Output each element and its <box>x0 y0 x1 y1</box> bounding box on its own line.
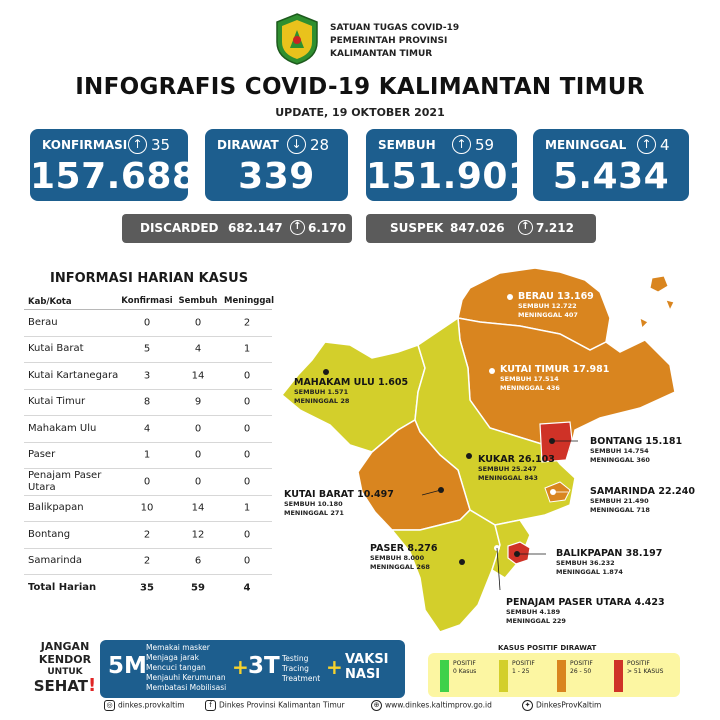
slogan-line: JANGAN <box>40 640 90 653</box>
arrow-up-icon: ↑ <box>128 135 147 154</box>
region-meninggal: MENINGGAL 407 <box>518 311 578 319</box>
row-sembuh: 0 <box>194 476 202 488</box>
arrow-down-icon: ↓ <box>287 135 306 154</box>
social-text: www.dinkes.kaltimprov.go.id <box>385 700 492 710</box>
vaksin-line: NASI <box>345 667 381 682</box>
label-samarinda <box>590 486 695 515</box>
label-balikpapan <box>556 548 662 577</box>
social-text: DinkesProvKaltim <box>536 700 602 710</box>
row-meninggal: 0 <box>243 370 251 382</box>
row-sembuh: 0 <box>194 423 202 435</box>
secondary-delta: 6.170 <box>308 221 346 235</box>
three-t-item: Tracing <box>282 664 309 673</box>
row-meninggal: 0 <box>243 396 251 408</box>
secondary-value: 682.147 <box>228 221 283 235</box>
region-sembuh: SEMBUH 10.180 <box>284 500 343 508</box>
vaksinasi-label <box>345 652 389 682</box>
region-sembuh: SEMBUH 14.754 <box>590 447 649 455</box>
facebook-icon: f <box>205 700 216 711</box>
row-meninggal: 0 <box>243 529 251 541</box>
row-sembuh: 0 <box>194 449 202 461</box>
twitter-icon: ✦ <box>522 700 533 711</box>
legend-label: POSITIF <box>570 660 593 667</box>
stat-delta: 4 <box>660 136 670 154</box>
three-t-item: Testing <box>282 654 309 663</box>
region-sembuh: SEMBUH 25.247 <box>478 465 537 473</box>
social-text: dinkes.provkaltim <box>118 700 185 710</box>
secondary-label: SUSPEK <box>390 221 444 235</box>
legend-range: 1 - 25 <box>512 668 530 675</box>
region-meninggal: MENINGGAL 436 <box>500 384 560 392</box>
row-sembuh: 0 <box>194 317 202 329</box>
row-sembuh: 14 <box>191 370 205 382</box>
region-sembuh: SEMBUH 36.232 <box>556 559 615 567</box>
row-meninggal: 0 <box>243 555 251 567</box>
stat-label: SEMBUH <box>378 138 436 152</box>
marker-dot <box>507 294 513 300</box>
legend-item-yellow <box>499 660 535 676</box>
region-title: PASER 8.276 <box>370 543 438 554</box>
legend-item-red <box>614 660 663 676</box>
row-region-name: Total Harian <box>28 582 97 594</box>
prevention-banner <box>100 640 405 698</box>
region-title: KUTAI BARAT 10.497 <box>284 489 394 500</box>
row-region-name: Paser <box>28 449 56 461</box>
page-title: INFOGRAFIS COVID-19 KALIMANTAN TIMUR <box>75 74 645 100</box>
row-konfirmasi: 0 <box>143 317 151 329</box>
stat-label: KONFIRMASI <box>42 138 128 152</box>
region-meninggal: MENINGGAL 268 <box>370 563 430 571</box>
stat-delta: 28 <box>310 136 330 154</box>
jangan-kendor-slogan <box>30 640 100 696</box>
legend-swatch <box>557 660 566 692</box>
label-kutai-timur <box>500 364 609 393</box>
legend-swatch <box>614 660 623 692</box>
instagram-icon: ◎ <box>104 700 115 711</box>
row-region-name: Penajam Paser Utara <box>28 469 102 493</box>
five-m-item: Membatasi Mobilisasi <box>146 683 227 692</box>
region-meninggal: MENINGGAL 843 <box>478 474 538 482</box>
row-sembuh: 59 <box>191 582 205 594</box>
row-konfirmasi: 1 <box>143 449 151 461</box>
region-title: PENAJAM PASER UTARA 4.423 <box>506 597 665 608</box>
five-m-item: Menjauhi Kerumunan <box>146 673 226 682</box>
row-konfirmasi: 2 <box>143 555 151 567</box>
label-bontang <box>590 436 682 465</box>
row-sembuh: 9 <box>194 396 202 408</box>
row-konfirmasi: 0 <box>143 476 151 488</box>
legend-label: POSITIF <box>453 660 476 667</box>
plus-icon: + <box>232 655 249 679</box>
web-icon: ⊕ <box>371 700 382 711</box>
row-konfirmasi: 4 <box>143 423 151 435</box>
social-twitter[interactable] <box>522 700 601 711</box>
label-berau <box>518 291 594 320</box>
region-meninggal: MENINGGAL 28 <box>294 397 350 405</box>
stat-value: 5.434 <box>552 156 670 197</box>
row-konfirmasi: 10 <box>140 502 154 514</box>
five-m-item: Memakai masker <box>146 643 210 652</box>
table-title: INFORMASI HARIAN KASUS <box>50 271 249 286</box>
row-konfirmasi: 35 <box>140 582 154 594</box>
marker-dot <box>489 368 495 374</box>
row-sembuh: 4 <box>194 343 202 355</box>
stat-value: 151.901 <box>366 156 534 197</box>
slogan-line: UNTUK <box>47 667 83 677</box>
label-ppu <box>506 597 665 626</box>
five-m-item: Menjaga jarak <box>146 653 199 662</box>
legend-swatch <box>499 660 508 692</box>
marker-dot <box>459 559 465 565</box>
vaksin-line: VAKSI <box>345 652 389 667</box>
row-meninggal: 0 <box>243 476 251 488</box>
stat-delta: 59 <box>475 136 495 154</box>
slogan-line: SEHAT <box>33 677 89 695</box>
region-meninggal: MENINGGAL 1.874 <box>556 568 623 576</box>
legend-range: 0 Kasus <box>453 668 477 675</box>
region-title: SAMARINDA 22.240 <box>590 486 696 497</box>
label-mahakam-ulu <box>294 377 408 406</box>
row-konfirmasi: 5 <box>143 343 151 355</box>
column-header: Sembuh <box>178 296 218 306</box>
secondary-delta: 7.212 <box>536 221 574 235</box>
social-facebook[interactable] <box>205 700 345 711</box>
social-text: Dinkes Provinsi Kalimantan Timur <box>219 700 345 710</box>
row-region-name: Mahakam Ulu <box>28 422 97 434</box>
org-line-3: KALIMANTAN TIMUR <box>330 49 433 59</box>
row-sembuh: 12 <box>191 529 205 541</box>
stat-label: MENINGGAL <box>545 138 627 152</box>
column-header: Kab/Kota <box>28 297 72 307</box>
region-sembuh: SEMBUH 12.722 <box>518 302 577 310</box>
legend-range: > 51 KASUS <box>627 668 664 675</box>
label-paser <box>370 543 437 572</box>
plus-icon: + <box>326 655 343 679</box>
legend-item-orange <box>557 660 593 676</box>
row-region-name: Kutai Kartanegara <box>28 369 119 381</box>
stat-value: 157.688 <box>30 156 198 197</box>
region-meninggal: MENINGGAL 718 <box>590 506 650 514</box>
row-meninggal: 0 <box>243 449 251 461</box>
row-region-name: Kutai Barat <box>28 343 84 355</box>
stat-value: 339 <box>238 156 315 197</box>
five-m-list <box>146 643 226 693</box>
stat-label: DIRAWAT <box>217 138 279 152</box>
exclamation-icon: ! <box>88 675 97 696</box>
legend-range: 26 - 50 <box>570 668 592 675</box>
row-konfirmasi: 2 <box>143 529 151 541</box>
row-meninggal: 2 <box>243 317 251 329</box>
label-kukar <box>478 454 555 483</box>
three-t-label: 3T <box>248 653 280 679</box>
update-date: UPDATE, 19 OKTOBER 2021 <box>275 106 445 119</box>
column-header: Konfirmasi <box>121 296 173 306</box>
slogan-line: KENDOR <box>38 653 92 666</box>
region-sembuh: SEMBUH 1.571 <box>294 388 349 396</box>
row-konfirmasi: 8 <box>143 396 151 408</box>
secondary-label: DISCARDED <box>140 221 219 235</box>
social-web[interactable] <box>371 700 492 711</box>
three-t-item: Treatment <box>282 674 321 683</box>
three-t-list <box>282 654 320 684</box>
region-island <box>650 276 668 292</box>
legend-label: POSITIF <box>627 660 650 667</box>
org-line-1: SATUAN TUGAS COVID-19 <box>330 23 460 33</box>
row-region-name: Kutai Timur <box>28 396 86 408</box>
region-island <box>640 318 648 328</box>
column-header: Meninggal <box>224 296 275 306</box>
region-meninggal: MENINGGAL 360 <box>590 456 650 464</box>
row-region-name: Samarinda <box>28 555 83 567</box>
region-sembuh: SEMBUH 21.490 <box>590 497 649 505</box>
row-meninggal: 1 <box>243 502 251 514</box>
region-sembuh: SEMBUH 17.514 <box>500 375 559 383</box>
row-region-name: Balikpapan <box>28 502 84 514</box>
legend-item-green <box>440 660 476 676</box>
region-title: KUTAI TIMUR 17.981 <box>500 364 610 375</box>
marker-dot <box>323 369 329 375</box>
secondary-value: 847.026 <box>450 221 505 235</box>
org-line-2: PEMERINTAH PROVINSI <box>330 36 448 46</box>
region-title: BERAU 13.169 <box>518 291 594 302</box>
region-island <box>666 300 674 310</box>
legend-label: POSITIF <box>512 660 535 667</box>
region-sembuh: SEMBUH 4.189 <box>506 608 561 616</box>
region-sembuh: SEMBUH 8.000 <box>370 554 425 562</box>
region-meninggal: MENINGGAL 271 <box>284 509 344 517</box>
arrow-up-icon: ↑ <box>637 135 656 154</box>
row-sembuh: 14 <box>191 502 205 514</box>
arrow-up-icon: ↑ <box>290 220 305 235</box>
label-kutai-barat <box>284 489 394 518</box>
legend-swatch <box>440 660 449 692</box>
row-region-name: Berau <box>28 316 58 328</box>
row-konfirmasi: 3 <box>143 370 151 382</box>
legend-title: KASUS POSITIF DIRAWAT <box>498 644 597 652</box>
region-title: BONTANG 15.181 <box>590 436 683 447</box>
stat-delta: 35 <box>151 136 171 154</box>
slogan-sehat <box>30 675 100 696</box>
region-title: KUKAR 26.103 <box>478 454 555 465</box>
row-region-name: Bontang <box>28 528 71 540</box>
five-m-item: Mencuci tangan <box>146 663 206 672</box>
row-meninggal: 0 <box>243 423 251 435</box>
region-title: BALIKPAPAN 38.197 <box>556 548 663 559</box>
social-instagram[interactable] <box>104 700 185 711</box>
row-meninggal: 1 <box>243 343 251 355</box>
row-sembuh: 6 <box>194 555 202 567</box>
arrow-up-icon: ↑ <box>452 135 471 154</box>
region-meninggal: MENINGGAL 229 <box>506 617 566 625</box>
five-m-label: 5M <box>108 653 147 679</box>
region-title: MAHAKAM ULU 1.605 <box>294 377 409 388</box>
arrow-up-icon: ↑ <box>518 220 533 235</box>
row-meninggal: 4 <box>243 582 251 594</box>
marker-dot <box>466 453 472 459</box>
